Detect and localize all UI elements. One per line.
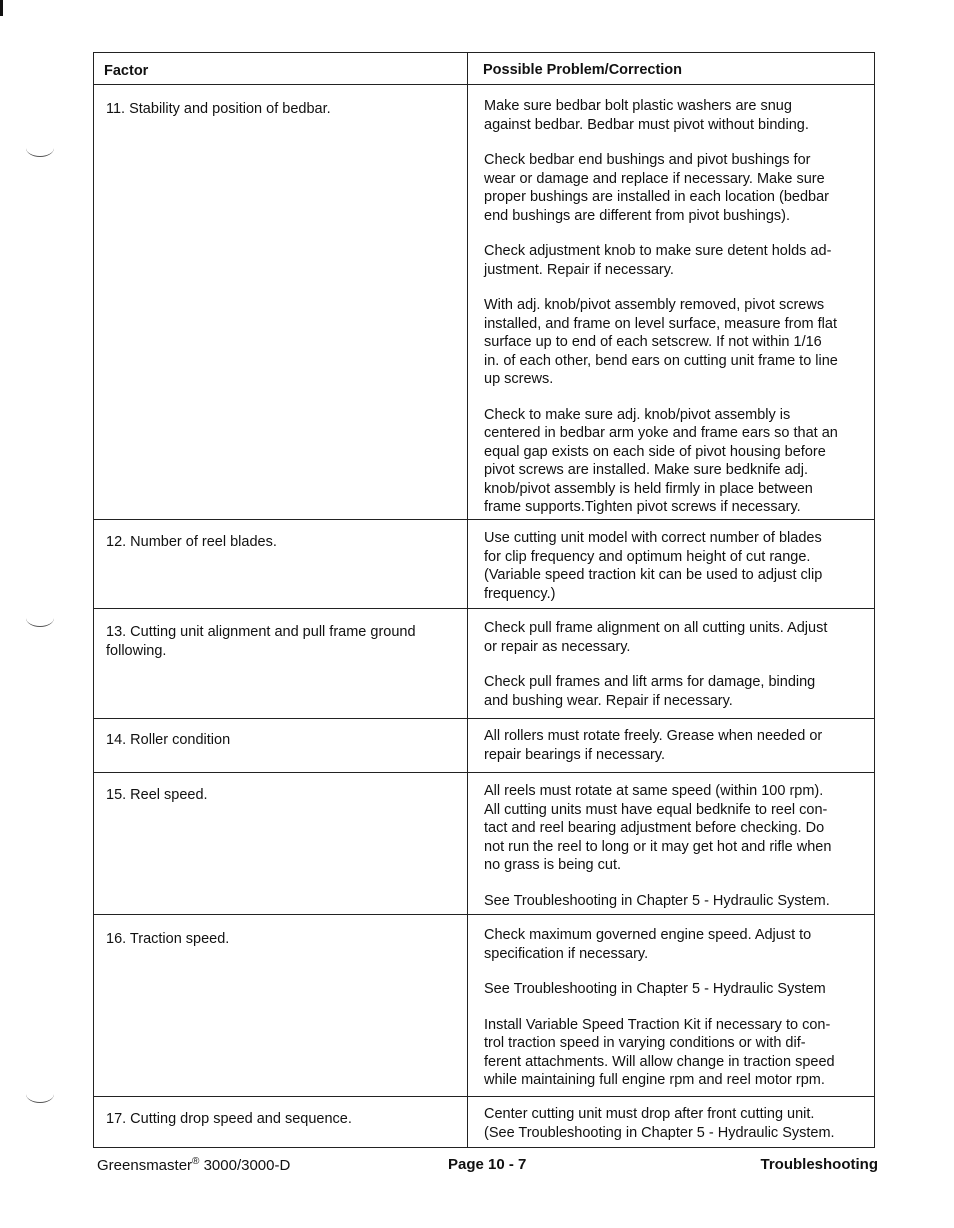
row-separator [94,718,874,719]
paragraph: Check bedbar end bushings and pivot bushings for wear or damage and replace if necessary. Make sure proper bushings are installed in each location (bedbar end bushings are different from pivot bushings). [484,152,829,224]
row-13-correction [484,619,862,710]
row-17-correction [484,1105,862,1142]
header-factor: Factor [104,63,149,79]
row-15-factor: 15. Reel speed. [106,787,208,803]
paragraph: Install Variable Speed Traction Kit if necessary to con- trol traction speed in varying conditions or with dif- ferent attachments. Will allow change in traction speed while maintaining full engine rpm and reel motor rpm. [484,1016,835,1088]
header-separator [94,84,874,85]
paragraph: Center cutting unit must drop after front cutting unit. (See Troubleshooting in Chapter 5 - Hydraulic System. [484,1106,835,1141]
row-11-correction [484,97,862,517]
row-14-correction [484,727,862,764]
paragraph: All rollers must rotate freely. Grease when needed or repair bearings if necessary. [484,728,823,763]
row-separator [94,772,874,773]
footer-page-number: Page 10 - 7 [448,1156,527,1173]
row-14-factor: 14. Roller condition [106,732,231,748]
row-separator [94,1096,874,1097]
row-12-correction [484,529,862,603]
footer-section: Troubleshooting [760,1156,878,1173]
row-17-factor: 17. Cutting drop speed and sequence. [106,1111,352,1127]
page-edge-mark [0,0,3,16]
troubleshooting-table [93,52,875,1148]
paragraph: Check pull frames and lift arms for damage, binding and bushing wear. Repair if necessary. [484,674,816,709]
paragraph: Check adjustment knob to make sure detent holds ad- justment. Repair if necessary. [484,243,832,278]
paragraph: Make sure bedbar bolt plastic washers are snug against bedbar. Bedbar must pivot without binding. [484,98,809,133]
row-16-factor: 16. Traction speed. [106,931,230,947]
row-13-factor: 13. Cutting unit alignment and pull frame ground following. [106,624,416,659]
paragraph: See Troubleshooting in Chapter 5 - Hydraulic System. [484,892,830,909]
row-12-factor: 12. Number of reel blades. [106,534,277,550]
binder-hole-mark [26,142,54,157]
binder-hole-mark [26,1088,54,1103]
footer-product [97,1156,290,1174]
paragraph: All reels must rotate at same speed (within 100 rpm). All cutting units must have equal bedknife to reel con- tact and reel bearing adjustment before checking. Do not run the reel to long or it may get hot and rifle when no grass is being cut. [484,783,832,873]
row-separator [94,519,874,520]
header-correction: Possible Problem/Correction [483,62,683,78]
registered-mark: ® [192,1156,200,1167]
paragraph: See Troubleshooting in Chapter 5 - Hydraulic System [484,981,826,997]
paragraph: Check maximum governed engine speed. Adjust to specification if necessary. [484,927,812,962]
footer-model: 3000/3000-D [199,1157,291,1174]
row-separator [94,608,874,609]
row-16-correction [484,926,862,1090]
column-divider [467,53,468,1147]
paragraph: Check pull frame alignment on all cutting units. Adjust or repair as necessary. [484,620,828,655]
row-separator [94,914,874,915]
row-15-correction [484,782,862,910]
binder-hole-mark [26,612,54,627]
paragraph: With adj. knob/pivot assembly removed, pivot screws installed, and frame on level surface, measure from flat surface up to end of each setscrew. If not within 1/16 in. of each other, bend ears on cutting unit frame to line up screws. [484,297,838,387]
footer-product-name: Greensmaster [97,1157,193,1174]
row-11-factor: 11. Stability and position of bedbar. [106,101,331,117]
paragraph: Check to make sure adj. knob/pivot assembly is centered in bedbar arm yoke and frame ears so that an equal gap exists on each side of pivot housing before pivot screws are installed. Make sure bedknife adj. knob/pivot assembly is held firmly in place between frame supports.Tighten pivot screws if necessary. [484,406,838,515]
paragraph: Use cutting unit model with correct number of blades for clip frequency and optimum height of cut range. (Variable speed traction kit can be used to adjust clip frequency.) [484,530,823,602]
